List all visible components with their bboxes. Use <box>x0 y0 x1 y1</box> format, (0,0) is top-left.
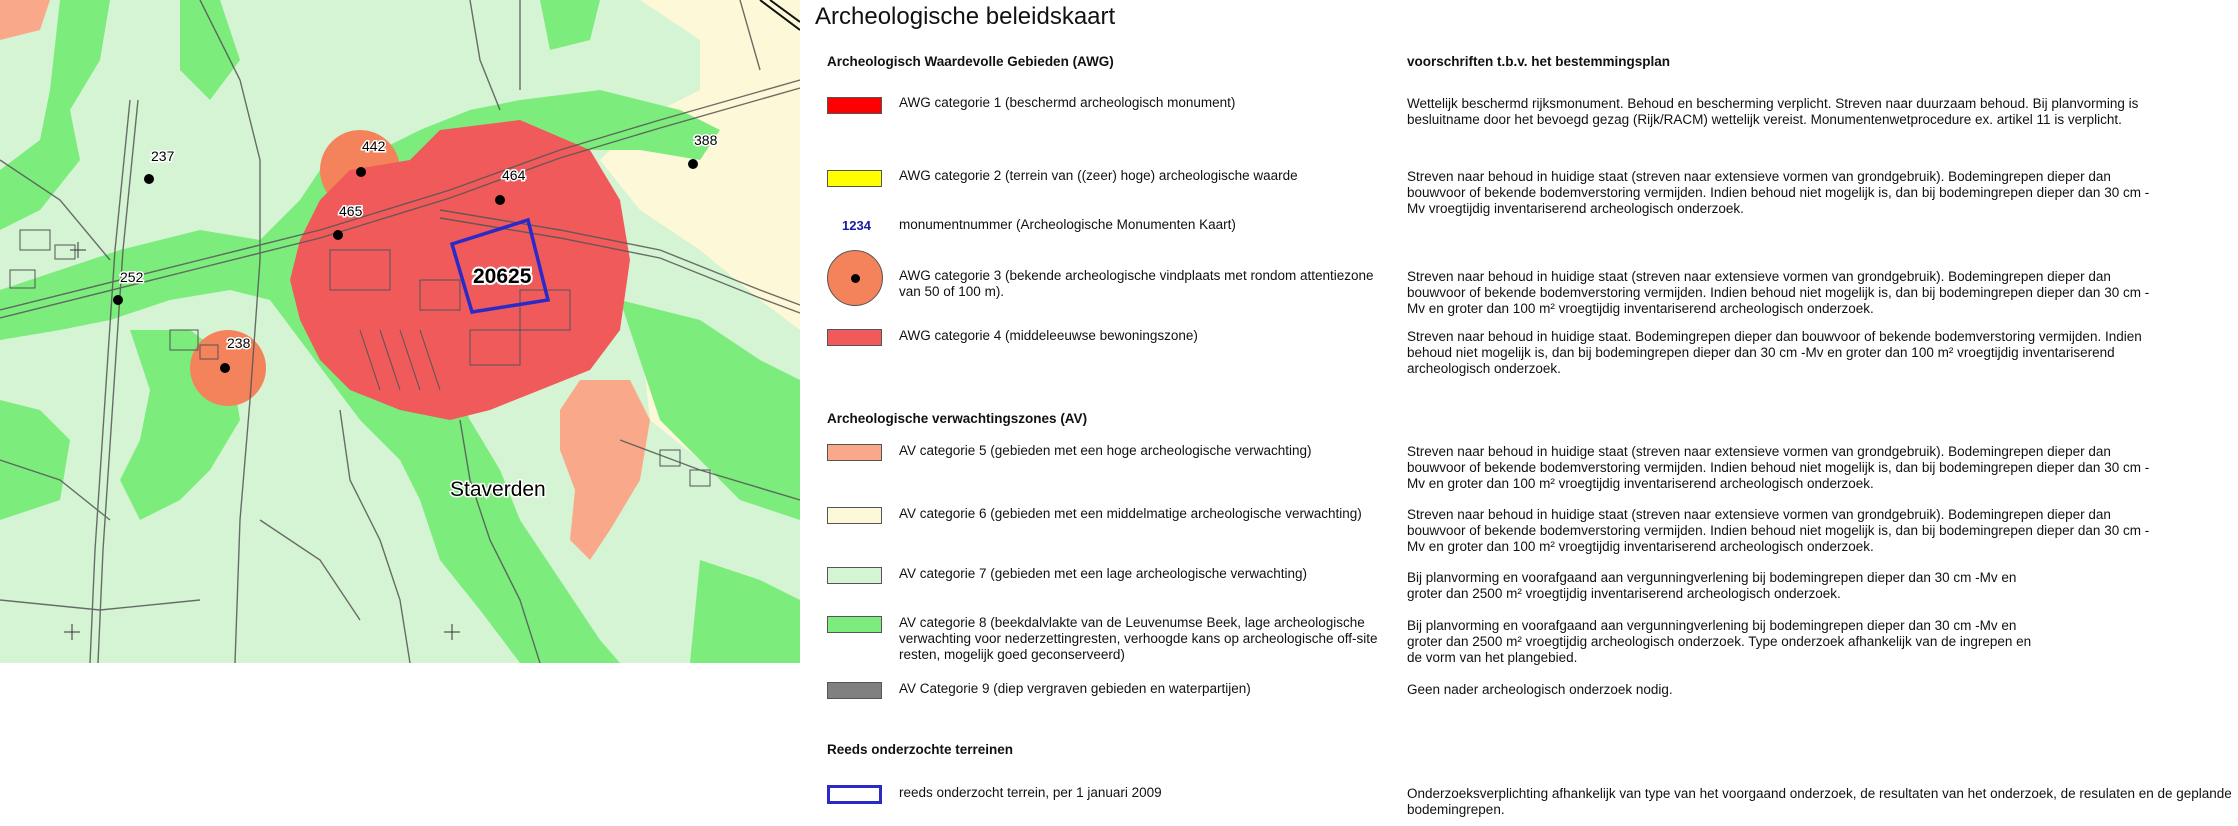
monument-dot-icon <box>851 274 860 283</box>
monument-label-464[interactable]: 464 <box>502 167 526 183</box>
legend-label-investigated: reeds onderzocht terrein, per 1 januari 2009 <box>899 785 1162 800</box>
legend-desc-awg2: Streven naar behoud in huidige staat (streven naar extensieve vormen van grondgebruik). Bodemingrepen dieper dan bouwvoor of bekende bodemverstoring vermijden. Indien behoud niet mogelijk is, dan bij bodemingrepen dieper dan 30 cm -Mv vroegtijdig inventariserend archeologisch onderzoek. <box>1407 169 2150 216</box>
investigated-area-number[interactable]: 20625 <box>473 265 532 288</box>
legend-desc-awg3: Streven naar behoud in huidige staat (streven naar extensieve vormen van grondgebruik). Bodemingrepen dieper dan bouwvoor of bekende bodemverstoring vermijden. Indien behoud niet mogelijk is, dan bij bodemingrepen dieper dan 30 cm -Mv en groter dan 100 m² vroegtijdig inventariserend archeologisch onderzoek. <box>1407 269 2150 316</box>
legend-swatch-investigated <box>827 785 882 804</box>
legend-label-av7: AV categorie 7 (gebieden met een lage archeologische verwachting) <box>899 566 1307 581</box>
legend-label-av8: AV categorie 8 (beekdalvlakte van de Leuvenumse Beek, lage archeologische verwachting voor nederzettingresten, verhoogde kans op archeologische off-site resten, mogelijk goed geconserveerd) <box>899 615 1378 662</box>
investigated-section-heading: Reeds onderzochte terreinen <box>827 742 1014 757</box>
legend-swatch-av8 <box>827 616 882 633</box>
legend-monument-number-sample: 1234 <box>842 218 871 233</box>
legend-label-av9: AV Categorie 9 (diep vergraven gebieden en waterpartijen) <box>899 681 1251 696</box>
legend-swatch-awg3 <box>827 250 883 306</box>
legend-swatch-awg1 <box>827 97 882 114</box>
legend-swatch-av7 <box>827 567 882 584</box>
awg-section-heading: Archeologisch Waardevolle Gebieden (AWG) <box>827 54 1114 69</box>
archaeological-map[interactable] <box>0 0 800 663</box>
monument-label-237[interactable]: 237 <box>151 148 175 164</box>
legend-label-awg3: AWG categorie 3 (bekende archeologische vindplaats met rondom attentiezone van 50 of 100 m). <box>899 268 1374 299</box>
legend-swatch-av6 <box>827 507 882 524</box>
legend-swatch-awg2 <box>827 170 882 187</box>
monument-label-465[interactable]: 465 <box>339 203 363 219</box>
map-canvas <box>0 0 800 663</box>
legend-label-monument-number: monumentnummer (Archeologische Monumenten Kaart) <box>899 217 1236 232</box>
legend-desc-av7: Bij planvorming en voorafgaand aan vergunningverlening bij bodemingrepen dieper dan 30 cm -Mv en groter dan 2500 m² vroegtijdig inventariserend archeologisch onderzoek. <box>1407 570 2017 601</box>
legend-label-av5: AV categorie 5 (gebieden met een hoge archeologische verwachting) <box>899 443 1312 458</box>
legend-swatch-av5 <box>827 444 882 461</box>
legend-swatch-awg4 <box>827 329 882 346</box>
legend-label-av6: AV categorie 6 (gebieden met een middelmatige archeologische verwachting) <box>899 506 1362 521</box>
legend-desc-awg4: Streven naar behoud in huidige staat. Bodemingrepen dieper dan bouwvoor of bekende bodemverstoring vermijden. Indien behoud niet mogelijk is, dan bij bodemingrepen dieper dan 30 cm -Mv en groter dan 100 m² vroegtijdig inventariserend archeologisch onderzoek. <box>1407 329 2142 376</box>
legend-label-awg4: AWG categorie 4 (middeleeuwse bewoningszone) <box>899 328 1198 343</box>
monument-label-388[interactable]: 388 <box>694 132 718 148</box>
map-legend <box>800 0 2238 826</box>
regulations-heading: voorschriften t.b.v. het bestemmingsplan <box>1407 54 1671 69</box>
legend-swatch-av9 <box>827 682 882 699</box>
legend-desc-av8: Bij planvorming en voorafgaand aan vergunningverlening bij bodemingrepen dieper dan 30 cm -Mv en groter dan 2500 m² vroegtijdig archeologisch onderzoek. Type onderzoek afhankelijk van de ingrepen en de vorm van het plangebied. <box>1407 618 2032 665</box>
monument-label-252[interactable]: 252 <box>120 269 144 285</box>
av-section-heading: Archeologische verwachtingszones (AV) <box>827 411 1088 426</box>
legend-label-awg1: AWG categorie 1 (beschermd archeologisch monument) <box>899 95 1236 110</box>
place-name-label: Staverden <box>450 478 546 501</box>
legend-desc-investigated: Onderzoeksverplichting afhankelijk van type van het voorgaand onderzoek, de resultaten van het onderzoek, de resulaten en de geplande bodemingrepen. <box>1407 786 2232 817</box>
legend-title: Archeologische beleidskaart <box>815 3 1116 30</box>
legend-desc-av9: Geen nader archeologisch onderzoek nodig. <box>1407 682 1673 697</box>
legend-desc-av5: Streven naar behoud in huidige staat (streven naar extensieve vormen van grondgebruik). Bodemingrepen dieper dan bouwvoor of bekende bodemverstoring vermijden. Indien behoud niet mogelijk is, dan bij bodemingrepen dieper dan 30 cm -Mv en groter dan 100 m² vroegtijdig inventariserend archeologisch onderzoek. <box>1407 444 2150 491</box>
monument-label-442[interactable]: 442 <box>362 138 386 154</box>
legend-label-awg2: AWG categorie 2 (terrein van ((zeer) hoge) archeologische waarde <box>899 168 1298 183</box>
legend-desc-av6: Streven naar behoud in huidige staat (streven naar extensieve vormen van grondgebruik). Bodemingrepen dieper dan bouwvoor of bekende bodemverstoring vermijden. Indien behoud niet mogelijk is, dan bij bodemingrepen dieper dan 30 cm -Mv en groter dan 100 m² vroegtijdig inventariserend archeologisch onderzoek. <box>1407 507 2150 554</box>
legend-desc-awg1: Wettelijk beschermd rijksmonument. Behoud en bescherming verplicht. Streven naar duurzaam behoud. Bij planvorming is besluitname door het bevoegd gezag (Rijk/RACM) wettelijk vereist. Monumentenwetprocedure ex. artikel 11 is verplicht. <box>1407 96 2139 127</box>
monument-label-238[interactable]: 238 <box>227 335 251 351</box>
